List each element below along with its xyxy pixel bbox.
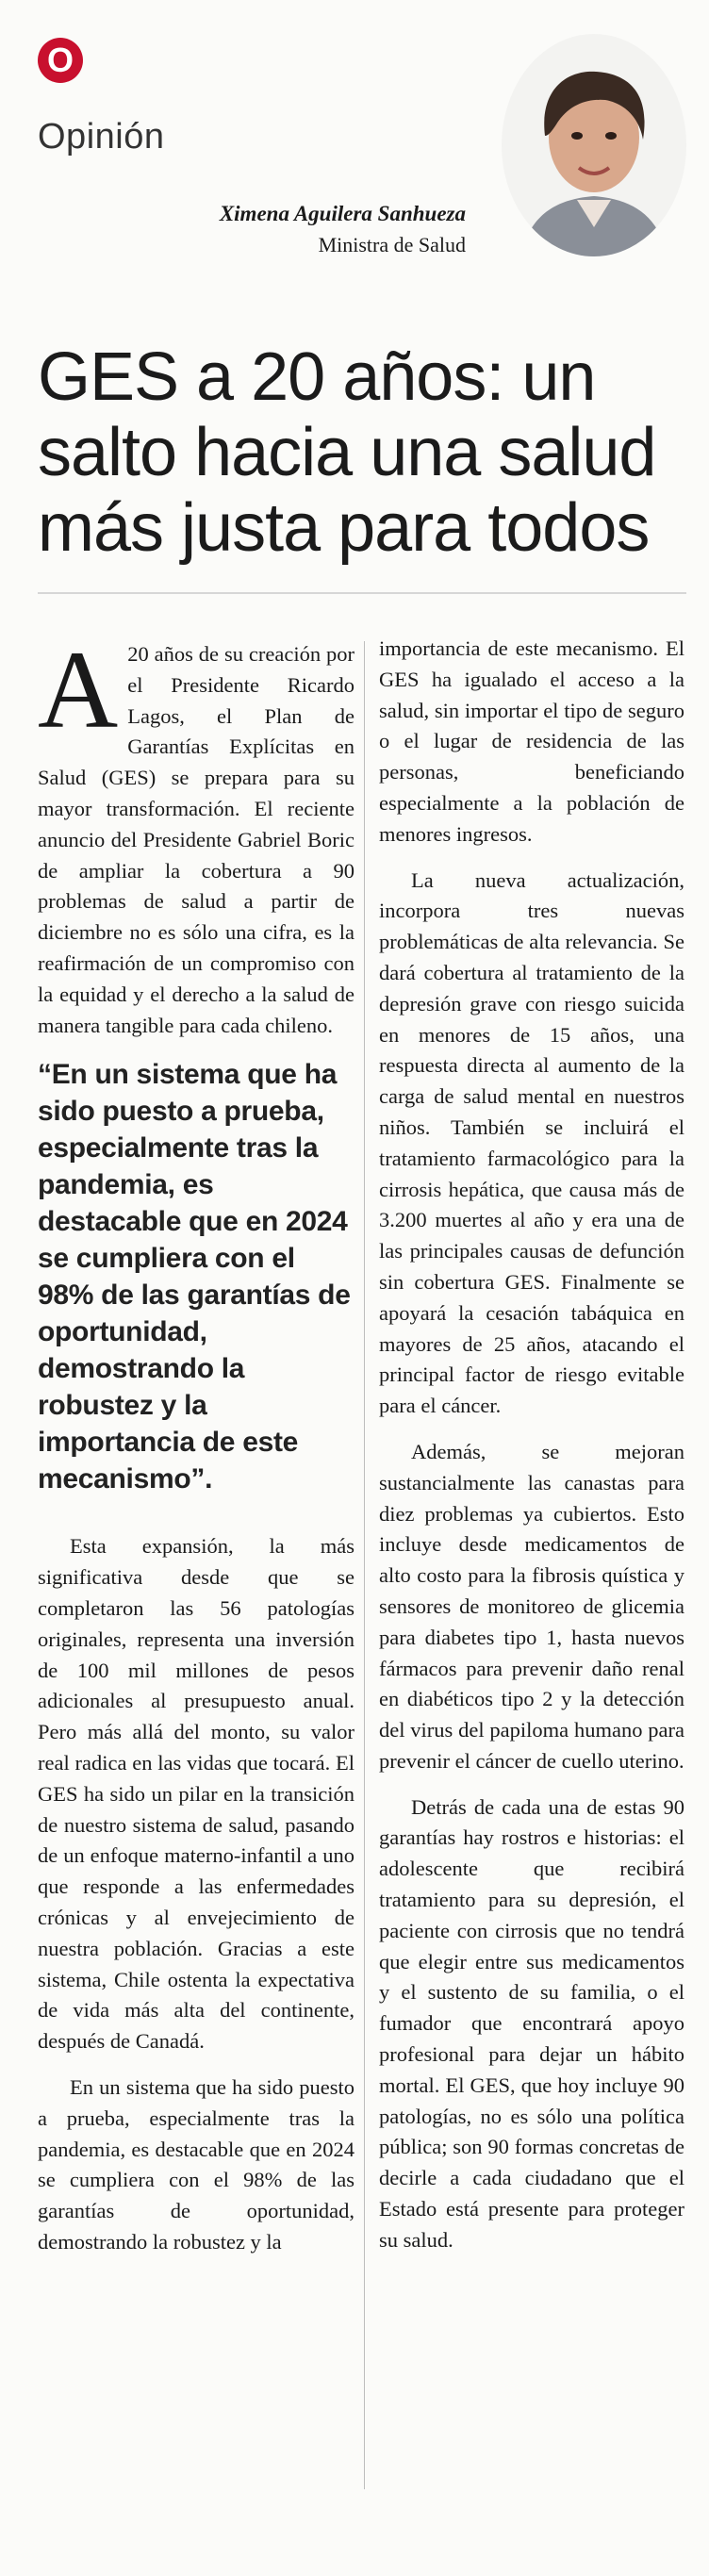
article-paragraph: En un sistema que ha sido puesto a prueba, especialmente tras la pandemia, es destacable que en 2024 se cumpliera con el 98% de las garantías de oportunidad, demostrando la robustez y la [38,2074,354,2254]
article-column-left [38,628,354,2273]
drop-cap: A [38,628,119,751]
article-paragraph: importancia de este mecanismo. El GES ha igualado el acceso a la salud, sin importar el tipo de seguro o el lugar de residencia de las personas, beneficiando especialmente a la población de menores ingresos. [379,636,684,846]
article-paragraph: La nueva actualización, incorpora tres nuevas problemáticas de alta relevancia. Se dará cobertura al tratamiento de la depresión grave con riesgo suicida en menores de 15 años, una respuesta directa al aumento de la carga de salud mental en nuestros niños. También se incluirá el tratamiento farmacológico para la cirrosis hepática, que causa más de 3.200 muertes al año y era una de las principales causas de defunción sin cobertura GES. Finalmente se apoyará la cesación tabáquica en mayores de 25 años, atacando el principal factor de riesgo evitable para el cáncer. [379,867,684,1418]
author-role: Ministra de Salud [318,233,466,256]
section-label: Opinión [38,117,165,157]
header-divider [38,592,686,594]
author-name: Ximena Aguilera Sanhueza [219,202,466,225]
article-paragraph: Detrás de cada una de estas 90 garantías hay rostros e historias: el adolescente que recibirá tratamiento para su depresión, el paciente con cirrosis que no tendrá que elegir entre sus medicamentos y el sustento de su familia, o el fumador que encontrará apoyo profesional para dejar un hábito mortal. El GES, que hoy incluye 90 patologías, no es sólo una política pública; son 90 formas concretas de decirle a cada ciudadano que el Estado está presente para proteger su salud. [379,1794,684,2252]
article-headline: GES a 20 años: un salto hacia una salud más justa para todos [38,339,656,566]
author-portrait [502,34,686,256]
article-paragraph [38,628,354,1041]
pull-quote: “En un sistema que ha sido puesto a prueba, especialmente tras la pandemia, es destacable que en 2024 se cumpliera con el 98% de las garantías de oportunidad, demostrando la robustez y la importancia de este mecanismo”. [38,1059,351,1495]
column-divider [364,641,365,2489]
article-paragraph: Además, se mejoran sustancialmente las canastas para diez problemas ya cubiertos. Esto incluye desde medicamentos de alto costo para la fibrosis quística y sensores de monitoreo de glicemia para diabetes tipo 1, hasta nuevos fármacos para prevenir daño renal en diabéticos tipo 2 y la detección del virus del papiloma humano para prevenir el cáncer de cuello uterino. [379,1439,684,1773]
article-column-right [379,634,684,2271]
lead-text: 20 años de su creación por el Presidente Ricardo Lagos, el Plan de Garantías Explícitas en Salud (GES) se prepara para su mayor transformación. El reciente anuncio del Presidente Gabriel Boric de ampliar la cobertura a 90 problemas de salud a partir de diciembre no es sólo una cifra, es la reafirmación de un compromiso con la equidad y el derecho a la salud de manera tangible para cada chileno. [38,642,354,1037]
article-paragraph: Esta expansión, la más significativa desde que se completaron las 56 patologías originales, representa una inversión de 100 mil millones de pesos adicionales al presupuesto anual. Pero más allá del monto, su valor real radica en las vidas que tocará. El GES ha sido un pilar en la transición de nuestro sistema de salud, pasando de un enfoque materno-infantil a uno que responde a las enfermedades crónicas y al envejecimiento de nuestra población. Gracias a este sistema, Chile ostenta la expectativa de vida más alta del continente, después de Canadá. [38,1534,354,2054]
author-portrait-image [502,34,686,256]
opinion-section-badge: O [38,38,83,83]
